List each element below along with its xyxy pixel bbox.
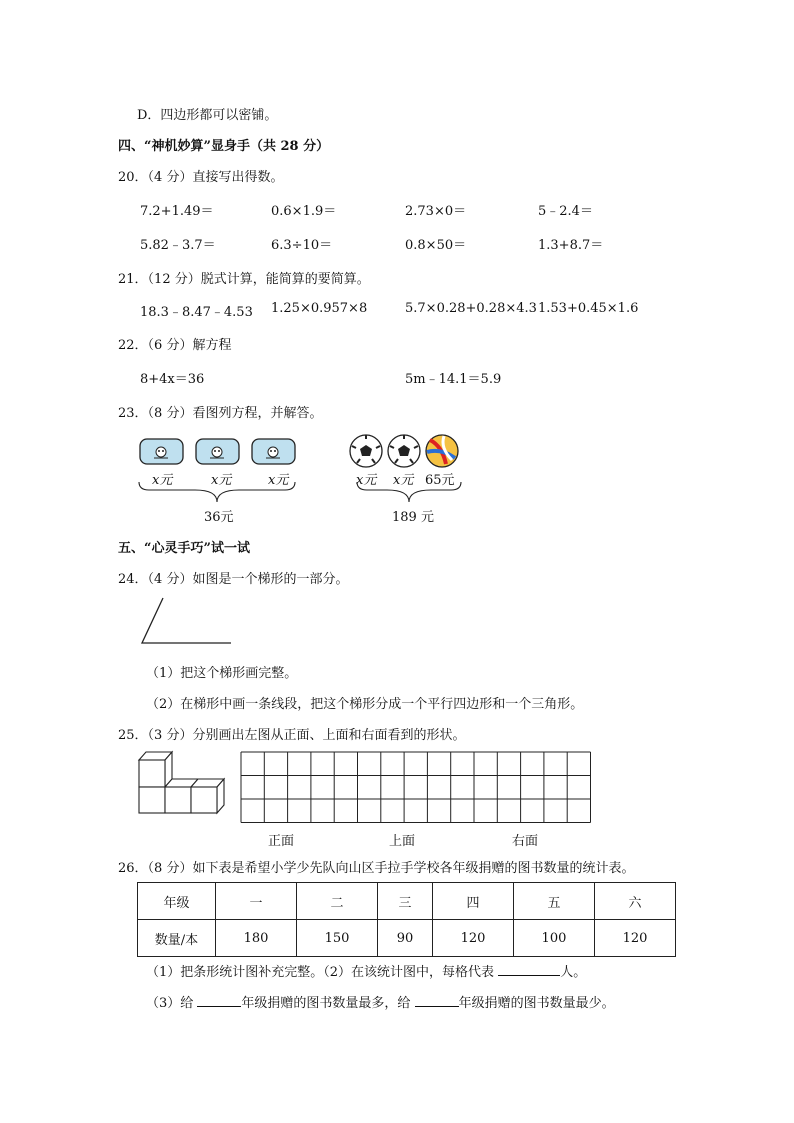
q21-item: 1.53+0.45×1.6 [538, 301, 639, 316]
table-cell: 三 [377, 883, 432, 920]
q26-part-3-text: （3）给 [146, 996, 194, 1011]
q26-part-1 [146, 961, 586, 980]
q23-left-label: x元 [211, 473, 232, 488]
q20-item: 6.3÷10＝ [271, 238, 333, 253]
q22-title: 22．（6 分）解方程 [118, 338, 232, 353]
q24-title: 24．（4 分）如图是一个梯形的一部分。 [118, 572, 349, 587]
q23-left-label: x元 [268, 473, 289, 488]
q26-part-1-text: （1）把条形统计图补充完整。（2）在该统计图中，每格代表 [146, 965, 495, 980]
q26-part-3-text-2: 年级捐赠的图书数量最多，给 [241, 996, 411, 1011]
q20-item: 1.3+8.7＝ [538, 238, 604, 253]
drawing-grid [241, 752, 591, 823]
table-cell: 120 [594, 920, 675, 957]
q23-right-total: 189 元 [392, 510, 434, 525]
q26-title: 26．（8 分）如下表是希望小学少先队向山区手拉手学校各年级捐赠的图书数量的统计表。 [118, 861, 635, 876]
q23-left-label: x元 [152, 473, 173, 488]
q25-label-right: 右面 [512, 834, 539, 849]
table-row [138, 920, 676, 957]
q21-title: 21．（12 分）脱式计算，能简算的要简算。 [118, 272, 370, 287]
table-cell: 四 [432, 883, 513, 920]
q20-item: 0.8×50＝ [405, 238, 467, 253]
answer-blank[interactable] [498, 963, 560, 976]
q20-item: 5.82﹣3.7＝ [140, 238, 216, 253]
q21-item: 1.25×0.957×8 [271, 301, 368, 316]
table-cell: 100 [513, 920, 594, 957]
table-cell: 180 [216, 920, 297, 957]
donation-table [137, 882, 676, 957]
table-cell: 120 [432, 920, 513, 957]
answer-blank[interactable] [197, 994, 241, 1007]
table-cell: 一 [216, 883, 297, 920]
q20-title: 20．（4 分）直接写出得数。 [118, 170, 284, 185]
table-cell: 五 [513, 883, 594, 920]
q24-part-2: （2）在梯形中画一条线段，把这个梯形分成一个平行四边形和一个三角形。 [146, 697, 584, 712]
q23-left-total: 36元 [204, 510, 234, 525]
table-header-row [138, 883, 676, 920]
table-cell: 年级 [138, 883, 216, 920]
q23-right-label: 65元 [425, 473, 455, 488]
section-5-heading: 五、“心灵手巧”试一试 [118, 541, 250, 556]
q20-item: 0.6×1.9＝ [271, 204, 337, 219]
answer-blank[interactable] [415, 994, 459, 1007]
table-cell: 六 [594, 883, 675, 920]
q22-equation-2: 5m﹣14.1＝5.9 [405, 372, 502, 387]
q23-right-label: x元 [393, 473, 414, 488]
q20-item: 2.73×0＝ [405, 204, 467, 219]
table-cell: 90 [377, 920, 432, 957]
q21-item: 5.7×0.28+0.28×4.3 [405, 301, 537, 316]
q20-item: 7.2+1.49＝ [140, 204, 214, 219]
table-cell: 150 [296, 920, 377, 957]
q22-equation-1: 8+4x＝36 [140, 372, 205, 387]
q25-label-front: 正面 [268, 834, 295, 849]
table-cell: 二 [296, 883, 377, 920]
q26-part-3 [146, 992, 615, 1011]
q26-part-3-text-3: 年级捐赠的图书数量最少。 [458, 996, 615, 1011]
q26-part-1-unit: 人。 [560, 965, 587, 980]
q25-title: 25．（3 分）分别画出左图从正面、上面和右面看到的形状。 [118, 728, 466, 743]
q24-part-1: （1）把这个梯形画完整。 [146, 666, 298, 681]
cube-stack [139, 752, 224, 813]
q23-title: 23．（8 分）看图列方程，并解答。 [118, 406, 323, 421]
option-d: D．四边形都可以密铺。 [137, 108, 278, 123]
q23-right-label: x元 [356, 473, 377, 488]
q25-label-top: 上面 [389, 834, 416, 849]
section-4-heading: 四、“神机妙算”显身手（共 28 分） [118, 139, 330, 154]
q20-item: 5﹣2.4＝ [538, 204, 593, 219]
table-cell: 数量/本 [138, 920, 216, 957]
q21-item: 18.3﹣8.47﹣4.53 [140, 305, 253, 320]
